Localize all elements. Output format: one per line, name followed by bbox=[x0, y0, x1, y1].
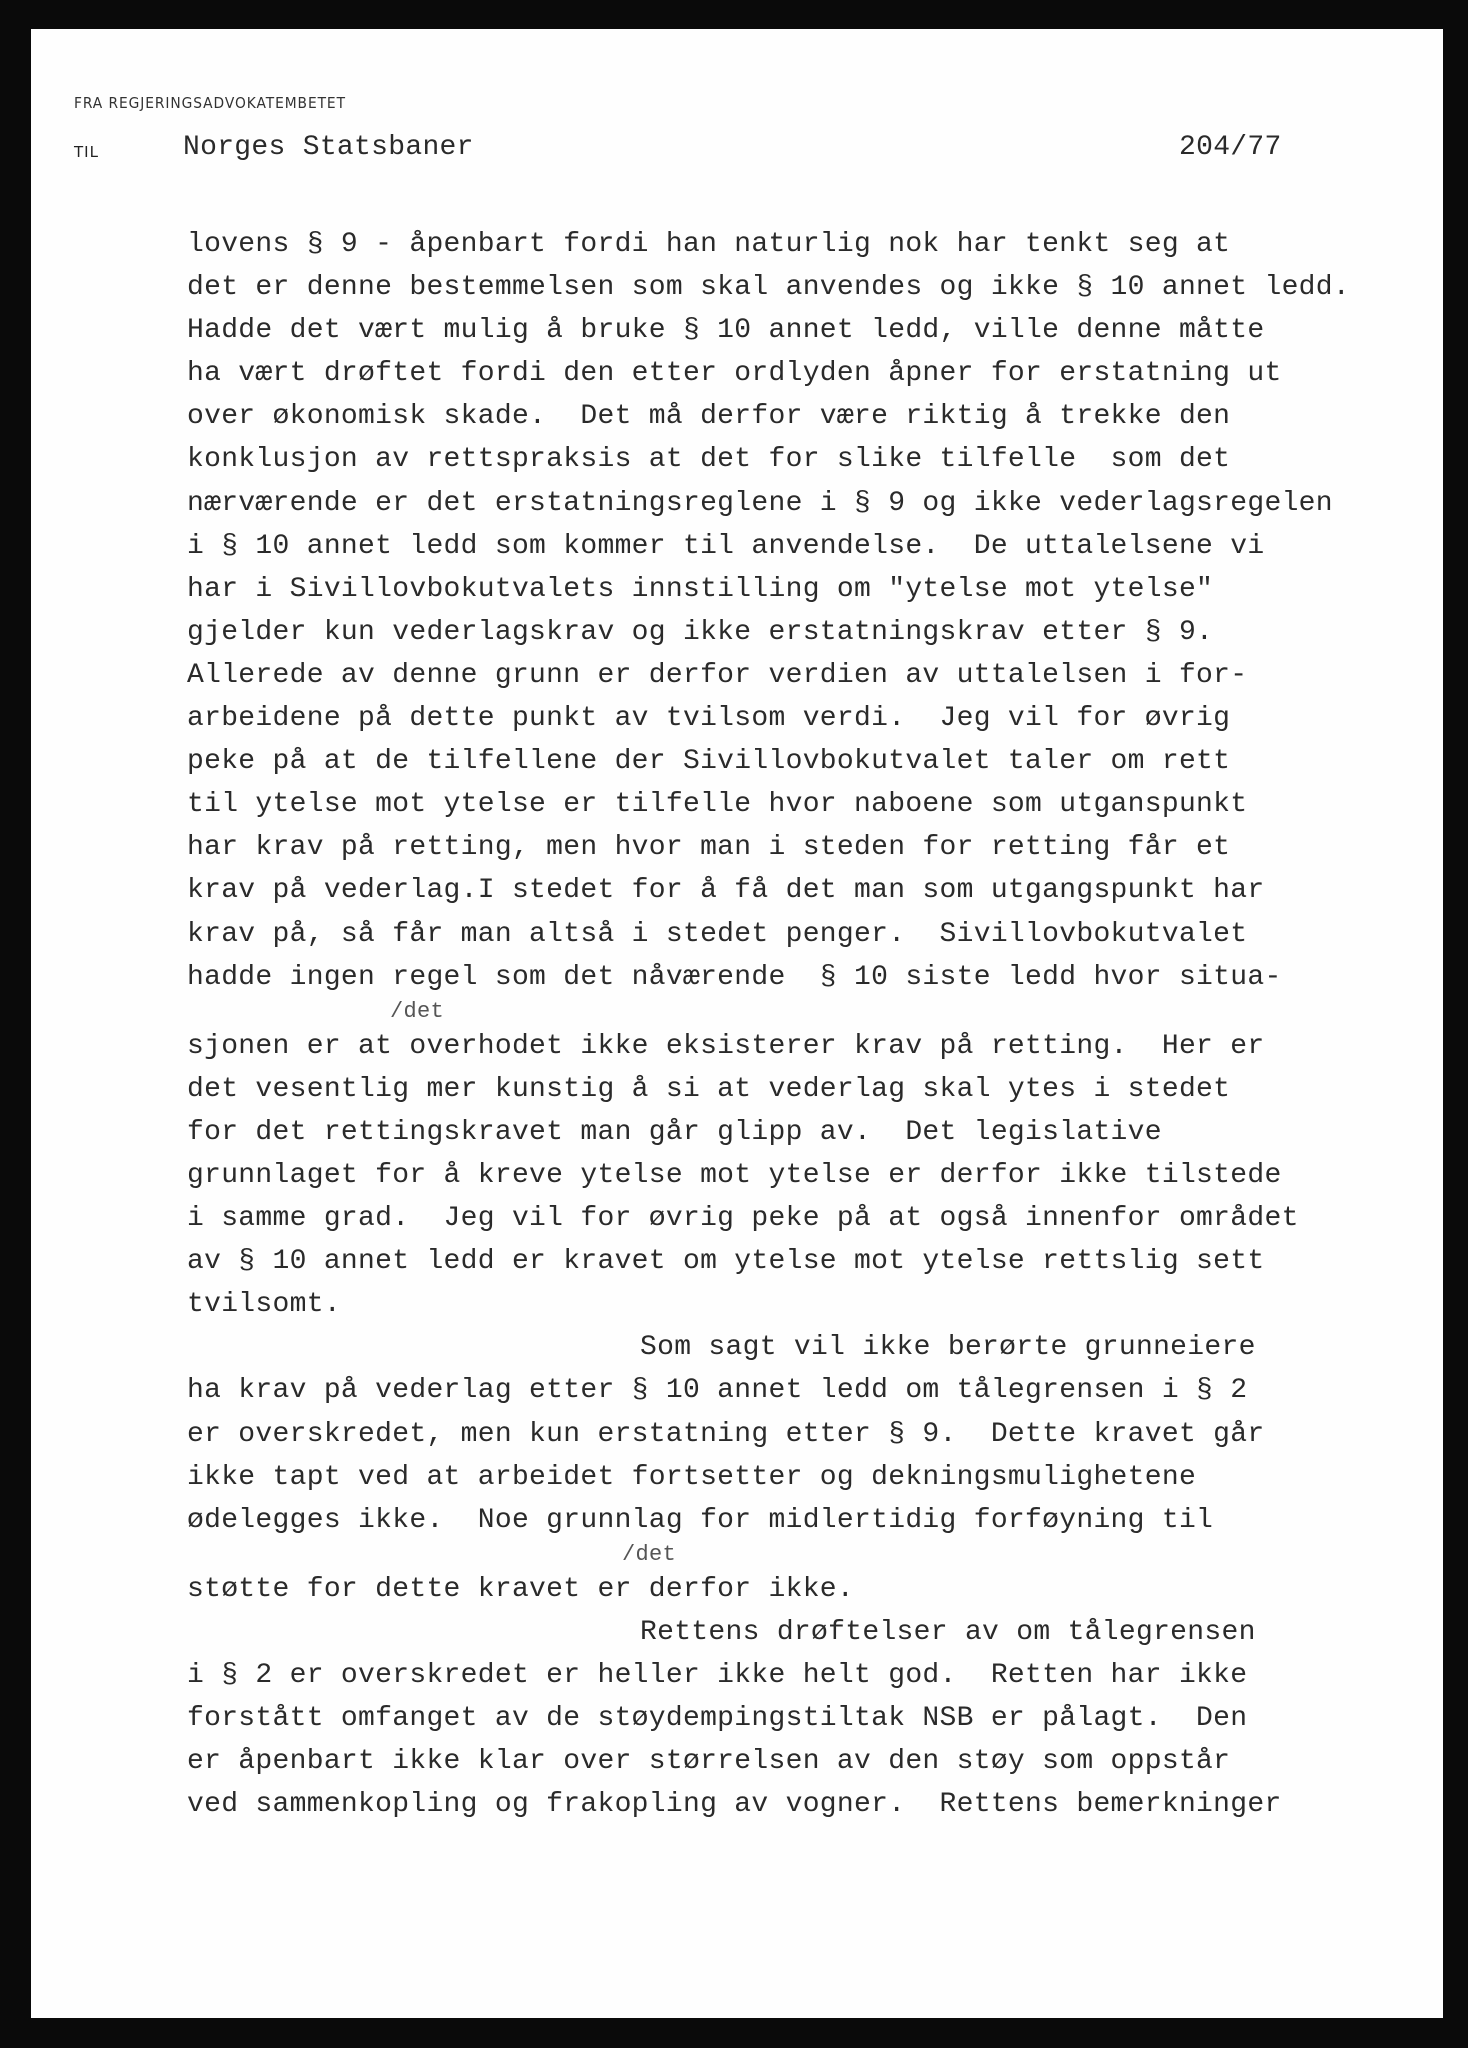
text-line: ha krav på vederlag etter § 10 annet ledd om tålegrensen i § 2 bbox=[187, 1375, 1248, 1407]
recipient-label: TIL bbox=[74, 143, 99, 161]
text-line: ødelegges ikke. Noe grunnlag for midlertidig forføyning til bbox=[187, 1504, 1214, 1536]
text-line: ved sammenkopling og frakopling av vogner. Rettens bemerkninger bbox=[187, 1789, 1282, 1821]
text-line: har i Sivillovbokutvalets innstilling om "ytelse mot ytelse" bbox=[187, 573, 1214, 605]
text-line: støtte for dette kravet er derfor ikke. bbox=[187, 1573, 855, 1605]
text-line: har krav på retting, men hvor man i steden for retting får et bbox=[187, 832, 1231, 864]
text-line: Rettens drøftelser av om tålegrensen bbox=[640, 1616, 1256, 1648]
recipient-name: Norges Statsbaner bbox=[183, 132, 474, 163]
text-line: tvilsomt. bbox=[187, 1289, 341, 1321]
text-line: sjonen er at overhodet ikke eksisterer krav på retting. Her er bbox=[187, 1030, 1265, 1062]
text-line: gjelder kun vederlagskrav og ikke erstatningskrav etter § 9. bbox=[187, 616, 1214, 648]
text-line: ha vært drøftet fordi den etter ordlyden åpner for erstatning ut bbox=[187, 358, 1282, 390]
text-line: det vesentlig mer kunstig å si at vederlag skal ytes i stedet bbox=[187, 1073, 1231, 1105]
sender-label: FRA REGJERINGSADVOKATEMBETET bbox=[74, 94, 346, 112]
text-line: er åpenbart ikke klar over størrelsen av den støy som oppstår bbox=[187, 1746, 1231, 1778]
text-line: til ytelse mot ytelse er tilfelle hvor naboene som utganspunkt bbox=[187, 789, 1248, 821]
text-line: i § 10 annet ledd som kommer til anvendelse. De uttalelsene vi bbox=[187, 530, 1265, 562]
text-line: Hadde det vært mulig å bruke § 10 annet ledd, ville denne måtte bbox=[187, 315, 1265, 347]
text-line: av § 10 annet ledd er kravet om ytelse mot ytelse rettslig sett bbox=[187, 1246, 1265, 1278]
text-line: over økonomisk skade. Det må derfor være riktig å trekke den bbox=[187, 401, 1231, 433]
text-line: peke på at de tilfellene der Sivillovbokutvalet taler om rett bbox=[187, 746, 1231, 778]
text-line: det er denne bestemmelsen som skal anvendes og ikke § 10 annet ledd. bbox=[187, 272, 1350, 304]
text-line: ikke tapt ved at arbeidet fortsetter og dekningsmulighetene bbox=[187, 1461, 1197, 1493]
text-line: forstått omfanget av de støydempingstiltak NSB er pålagt. Den bbox=[187, 1703, 1248, 1735]
text-line: grunnlaget for å kreve ytelse mot ytelse er derfor ikke tilstede bbox=[187, 1159, 1282, 1191]
text-line: krav på, så får man altså i stedet penger. Sivillovbokutvalet bbox=[187, 918, 1248, 950]
text-line: lovens § 9 - åpenbart fordi han naturlig nok har tenkt seg at bbox=[187, 229, 1231, 260]
text-line: i samme grad. Jeg vil for øvrig peke på at også innenfor området bbox=[187, 1203, 1299, 1235]
text-line: i § 2 er overskredet er heller ikke helt god. Retten har ikke bbox=[187, 1660, 1248, 1691]
letter-body bbox=[187, 223, 1427, 1826]
text-line: krav på vederlag.I stedet for å få det man som utgangspunkt har bbox=[187, 875, 1265, 907]
text-line: for det rettingskravet man går glipp av. Det legislative bbox=[187, 1116, 1162, 1148]
text-line: hadde ingen regel som det nåværende § 10 siste ledd hvor situa- bbox=[187, 961, 1282, 993]
text-line: arbeidene på dette punkt av tvilsom verdi. Jeg vil for øvrig bbox=[187, 703, 1231, 735]
reference-number: 204/77 bbox=[1179, 132, 1282, 163]
text-line: konklusjon av rettspraksis at det for slike tilfelle som det bbox=[187, 444, 1231, 476]
handwritten-insertion: /det bbox=[622, 1541, 677, 1567]
text-line: nærværende er det erstatningsreglene i § 9 og ikke vederlagsregelen bbox=[187, 487, 1333, 519]
text-line: Som sagt vil ikke berørte grunneiere bbox=[640, 1332, 1256, 1364]
handwritten-insertion: /det bbox=[390, 998, 445, 1024]
text-line: Allerede av denne grunn er derfor verdien av uttalelsen i for- bbox=[187, 659, 1248, 691]
text-line: er overskredet, men kun erstatning etter § 9. Dette kravet går bbox=[187, 1418, 1265, 1450]
